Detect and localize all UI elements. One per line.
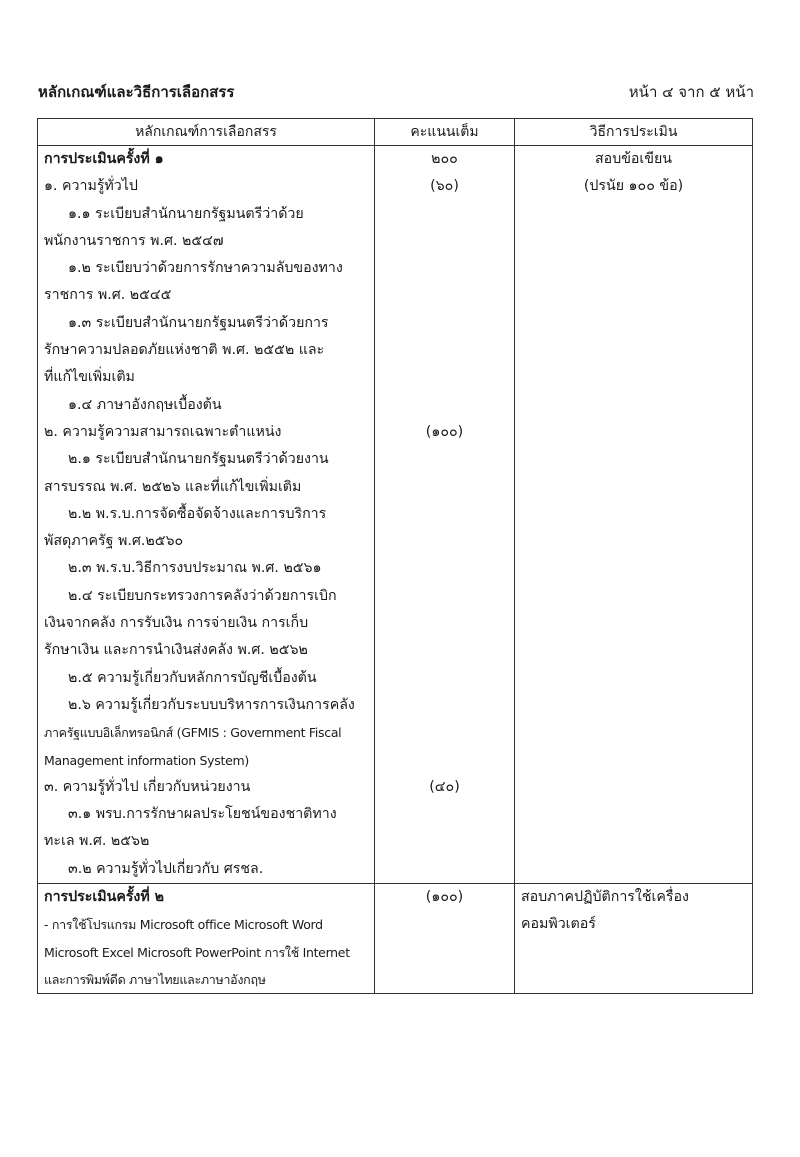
list-item: ๑.๔ ภาษาอังกฤษเบื้องต้น xyxy=(68,396,222,413)
score-cell-2 xyxy=(375,884,515,994)
list-item: พนักงานราชการ พ.ศ. ๒๕๔๗ xyxy=(44,232,224,249)
list-item: เงินจากคลัง การรับเงิน การจ่ายเงิน การเก็บ xyxy=(44,615,309,632)
list-item: ๒. ความรู้ความสามารถเฉพาะตำแหน่ง xyxy=(44,423,282,440)
list-item: และการพิมพ์ดีด ภาษาไทยและภาษาอังกฤษ xyxy=(44,971,266,987)
total-score-2: (๑๐๐) xyxy=(425,889,464,906)
method-practical-exam-cont: คอมพิวเตอร์ xyxy=(521,916,596,933)
table-row-assessment-2 xyxy=(38,884,753,994)
list-item: ๑. ความรู้ทั่วไป xyxy=(44,178,138,195)
list-item: ๓. ความรู้ทั่วไป เกี่ยวกับหน่วยงาน xyxy=(44,778,251,795)
list-item: - การใช้โปรแกรม Microsoft office Microsoft Word xyxy=(44,917,323,933)
table-header-row xyxy=(38,119,753,146)
list-item: ๒.๕ ความรู้เกี่ยวกับหลักการบัญชีเบื้องต้น xyxy=(68,669,317,686)
list-item: ภาครัฐแบบอิเล็กทรอนิกส์ (GFMIS : Government Fiscal xyxy=(44,725,342,741)
assessment-2-title: การประเมินครั้งที่ ๒ xyxy=(44,889,165,906)
score-cell-1 xyxy=(375,146,515,884)
column-header-method: วิธีการประเมิน xyxy=(515,119,753,146)
list-item: ๒.๓ พ.ร.บ.วิธีการงบประมาณ พ.ศ. ๒๕๖๑ xyxy=(68,560,322,577)
column-header-criteria: หลักเกณฑ์การเลือกสรร xyxy=(38,119,375,146)
column-header-score: คะแนนเต็ม xyxy=(375,119,515,146)
list-item: ๑.๑ ระเบียบสำนักนายกรัฐมนตรีว่าด้วย xyxy=(68,205,304,222)
list-item: รักษาความปลอดภัยแห่งชาติ พ.ศ. ๒๕๕๒ และ xyxy=(44,342,325,359)
list-item: สารบรรณ พ.ศ. ๒๕๒๖ และที่แก้ไขเพิ่มเติม xyxy=(44,478,302,495)
document-title: หลักเกณฑ์และวิธีการเลือกสรร xyxy=(38,83,235,101)
total-score-1: ๒๐๐ xyxy=(431,151,458,167)
list-item: ๑.๒ ระเบียบว่าด้วยการรักษาความลับของทาง xyxy=(68,260,343,277)
score-general-knowledge: (๖๐) xyxy=(430,178,459,195)
list-item: ๑.๓ ระเบียบสำนักนายกรัฐมนตรีว่าด้วยการ xyxy=(68,314,329,331)
list-item: Management information System) xyxy=(44,752,249,768)
score-position-knowledge: (๑๐๐) xyxy=(425,423,464,440)
method-practical-exam: สอบภาคปฏิบัติการใช้เครื่อง xyxy=(521,889,689,906)
list-item: ๓.๑ พรบ.การรักษาผลประโยชน์ของชาติทาง xyxy=(68,806,337,823)
list-item: ๓.๒ ความรู้ทั่วไปเกี่ยวกับ ศรชล. xyxy=(68,860,264,877)
list-item: ราชการ พ.ศ. ๒๕๔๕ xyxy=(44,287,172,304)
table-row-assessment-1 xyxy=(38,146,753,884)
method-written-exam: สอบข้อเขียน xyxy=(595,151,672,167)
criteria-cell-1 xyxy=(38,146,375,884)
method-cell-2 xyxy=(515,884,753,994)
list-item: ๒.๑ ระเบียบสำนักนายกรัฐมนตรีว่าด้วยงาน xyxy=(68,451,329,468)
list-item: รักษาเงิน และการนำเงินส่งคลัง พ.ศ. ๒๕๖๒ xyxy=(44,642,308,659)
list-item: ๒.๖ ความรู้เกี่ยวกับระบบบริหารการเงินการคลัง xyxy=(68,696,355,713)
criteria-table xyxy=(37,118,753,994)
list-item: ๒.๒ พ.ร.บ.การจัดซื้อจัดจ้างและการบริการ xyxy=(68,505,327,522)
criteria-cell-2 xyxy=(38,884,375,994)
list-item: ที่แก้ไขเพิ่มเติม xyxy=(44,369,135,386)
page-number: หน้า ๔ จาก ๕ หน้า xyxy=(628,83,754,101)
assessment-1-title: การประเมินครั้งที่ ๑ xyxy=(44,151,164,167)
list-item: Microsoft Excel Microsoft PowerPoint การใช้ Internet xyxy=(44,944,350,960)
list-item: ทะเล พ.ศ. ๒๕๖๒ xyxy=(44,833,150,850)
score-agency-knowledge: (๔๐) xyxy=(429,778,460,795)
method-cell-1 xyxy=(515,146,753,884)
list-item: พัสดุภาครัฐ พ.ศ.๒๕๖๐ xyxy=(44,533,184,550)
list-item: ๒.๔ ระเบียบกระทรวงการคลังว่าด้วยการเบิก xyxy=(68,587,337,604)
method-note: (ปรนัย ๑๐๐ ข้อ) xyxy=(583,178,684,195)
